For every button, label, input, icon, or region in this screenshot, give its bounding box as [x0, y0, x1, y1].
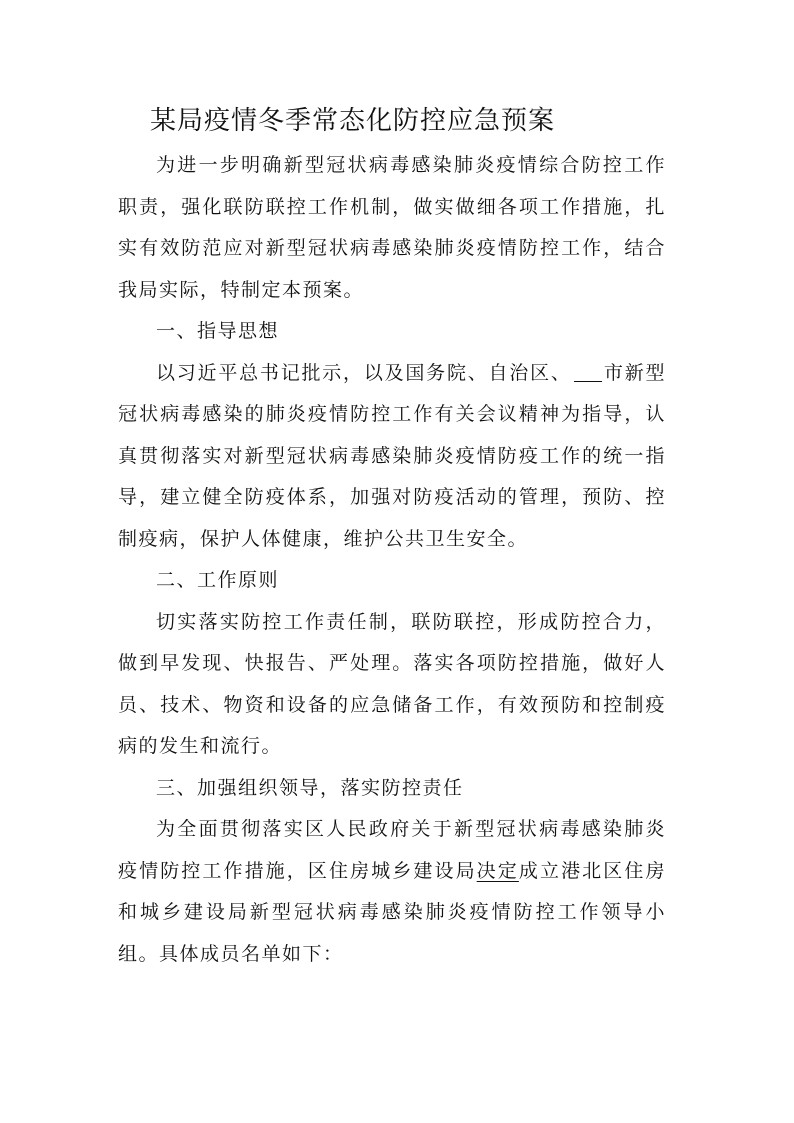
guiding-thought-text-2: 市新型冠状病毒感染的肺炎疫情防控工作有关会议精神为指导，认真贯彻落实对新型冠状病毒感染肺炎疫情防疫工作的统一指导，建立健全防疫体系，加强对防疫活动的管理，预防、控制疫病，保护人体健康，维护公共卫生安全。	[118, 361, 666, 550]
work-principles-paragraph: 切实落实防控工作责任制，联防联控，形成防控合力，做到早发现、快报告、严处理。落实各项防控措施，做好人员、技术、物资和设备的应急储备工作，有效预防和控制疫病的发生和流行。	[118, 610, 666, 757]
guiding-thought-text-1: 以习近平总书记批示，以及国务院、自治区、	[156, 361, 572, 384]
document-title: 某局疫情冬季常态化防控应急预案	[150, 106, 556, 136]
organization-text-1: 为全面贯彻落实区人民政府关于新型冠状病毒感染肺炎疫情防控工作措施，区住房城乡建设局	[118, 818, 666, 882]
intro-paragraph: 为进一步明确新型冠状病毒感染肺炎疫情综合防控工作职责，强化联防联控工作机制，做实做细各项工作措施，扎实有效防范应对新型冠状病毒感染肺炎疫情防控工作，结合我局实际，特制定本预案。	[118, 154, 666, 301]
underlined-word: 决定	[476, 859, 519, 882]
organization-text-2: 成立港北区住房和城乡建设局新型冠状病毒感染肺炎疫情防控工作领导小组。具体成员名单如下：	[118, 859, 666, 965]
section-heading-work-principles: 二、工作原则	[156, 569, 280, 591]
organization-paragraph	[118, 809, 666, 975]
document-body	[118, 145, 666, 975]
fill-in-blank	[574, 361, 602, 382]
guiding-thought-paragraph	[118, 353, 666, 561]
section-heading-organization: 三、加强组织领导，落实防控责任	[156, 776, 464, 799]
section-heading-guiding-thought: 一、指导思想	[156, 320, 280, 342]
